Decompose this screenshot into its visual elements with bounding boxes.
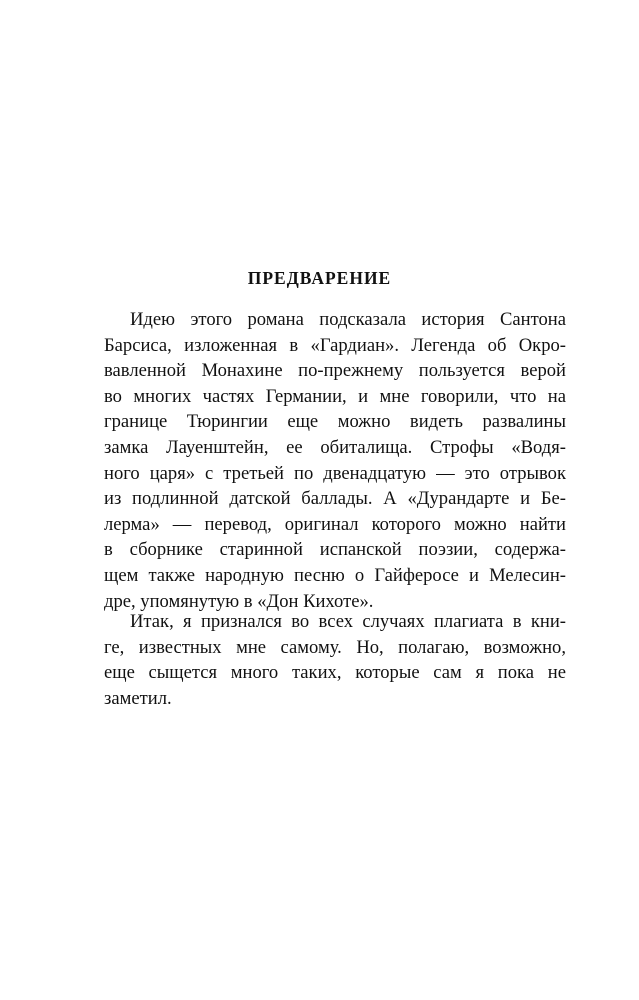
chapter-heading: ПРЕДВАРЕНИЕ [247,268,392,288]
text-line: ге, известных мне самому. Но, полагаю, возможно, [104,636,566,658]
text-line: еще сыщется много таких, которые сам я пока не [104,662,566,684]
paragraph-2 [104,609,566,711]
text-line: во многих частях Германии, и мне говорили, что на [104,385,566,407]
text-line: из подлинной датской баллады. А «Дурандарте и Бе- [104,488,566,510]
text-line: Барсиса, изложенная в «Гардиан». Легенда об Окро- [104,334,566,356]
text-line: лерма» — перевод, оригинал которого можно найти [104,513,566,535]
text-line: границе Тюрингии еще можно видеть развалины [104,411,566,433]
text-line: в сборнике старинной испанской поэзии, содержа- [104,539,566,561]
text-line: ного царя» с третьей по двенадцатую — это отрывок [104,462,566,484]
paragraph-1 [104,307,566,614]
text-line: замка Лауенштейн, ее обиталища. Строфы «Водя- [104,436,566,458]
text-line: дре, упомянутую в «Дон Кихоте». [104,590,374,612]
text-line: Идею этого романа подсказала история Сантона [130,309,566,330]
text-line: вавленной Монахине по-прежнему пользуется верой [104,360,566,382]
text-line: Итак, я признался во всех случаях плагиата в кни- [130,611,566,632]
text-line: щем также народную песню о Гайферосе и Мелесин- [104,564,566,586]
text-line: заметил. [104,687,172,709]
